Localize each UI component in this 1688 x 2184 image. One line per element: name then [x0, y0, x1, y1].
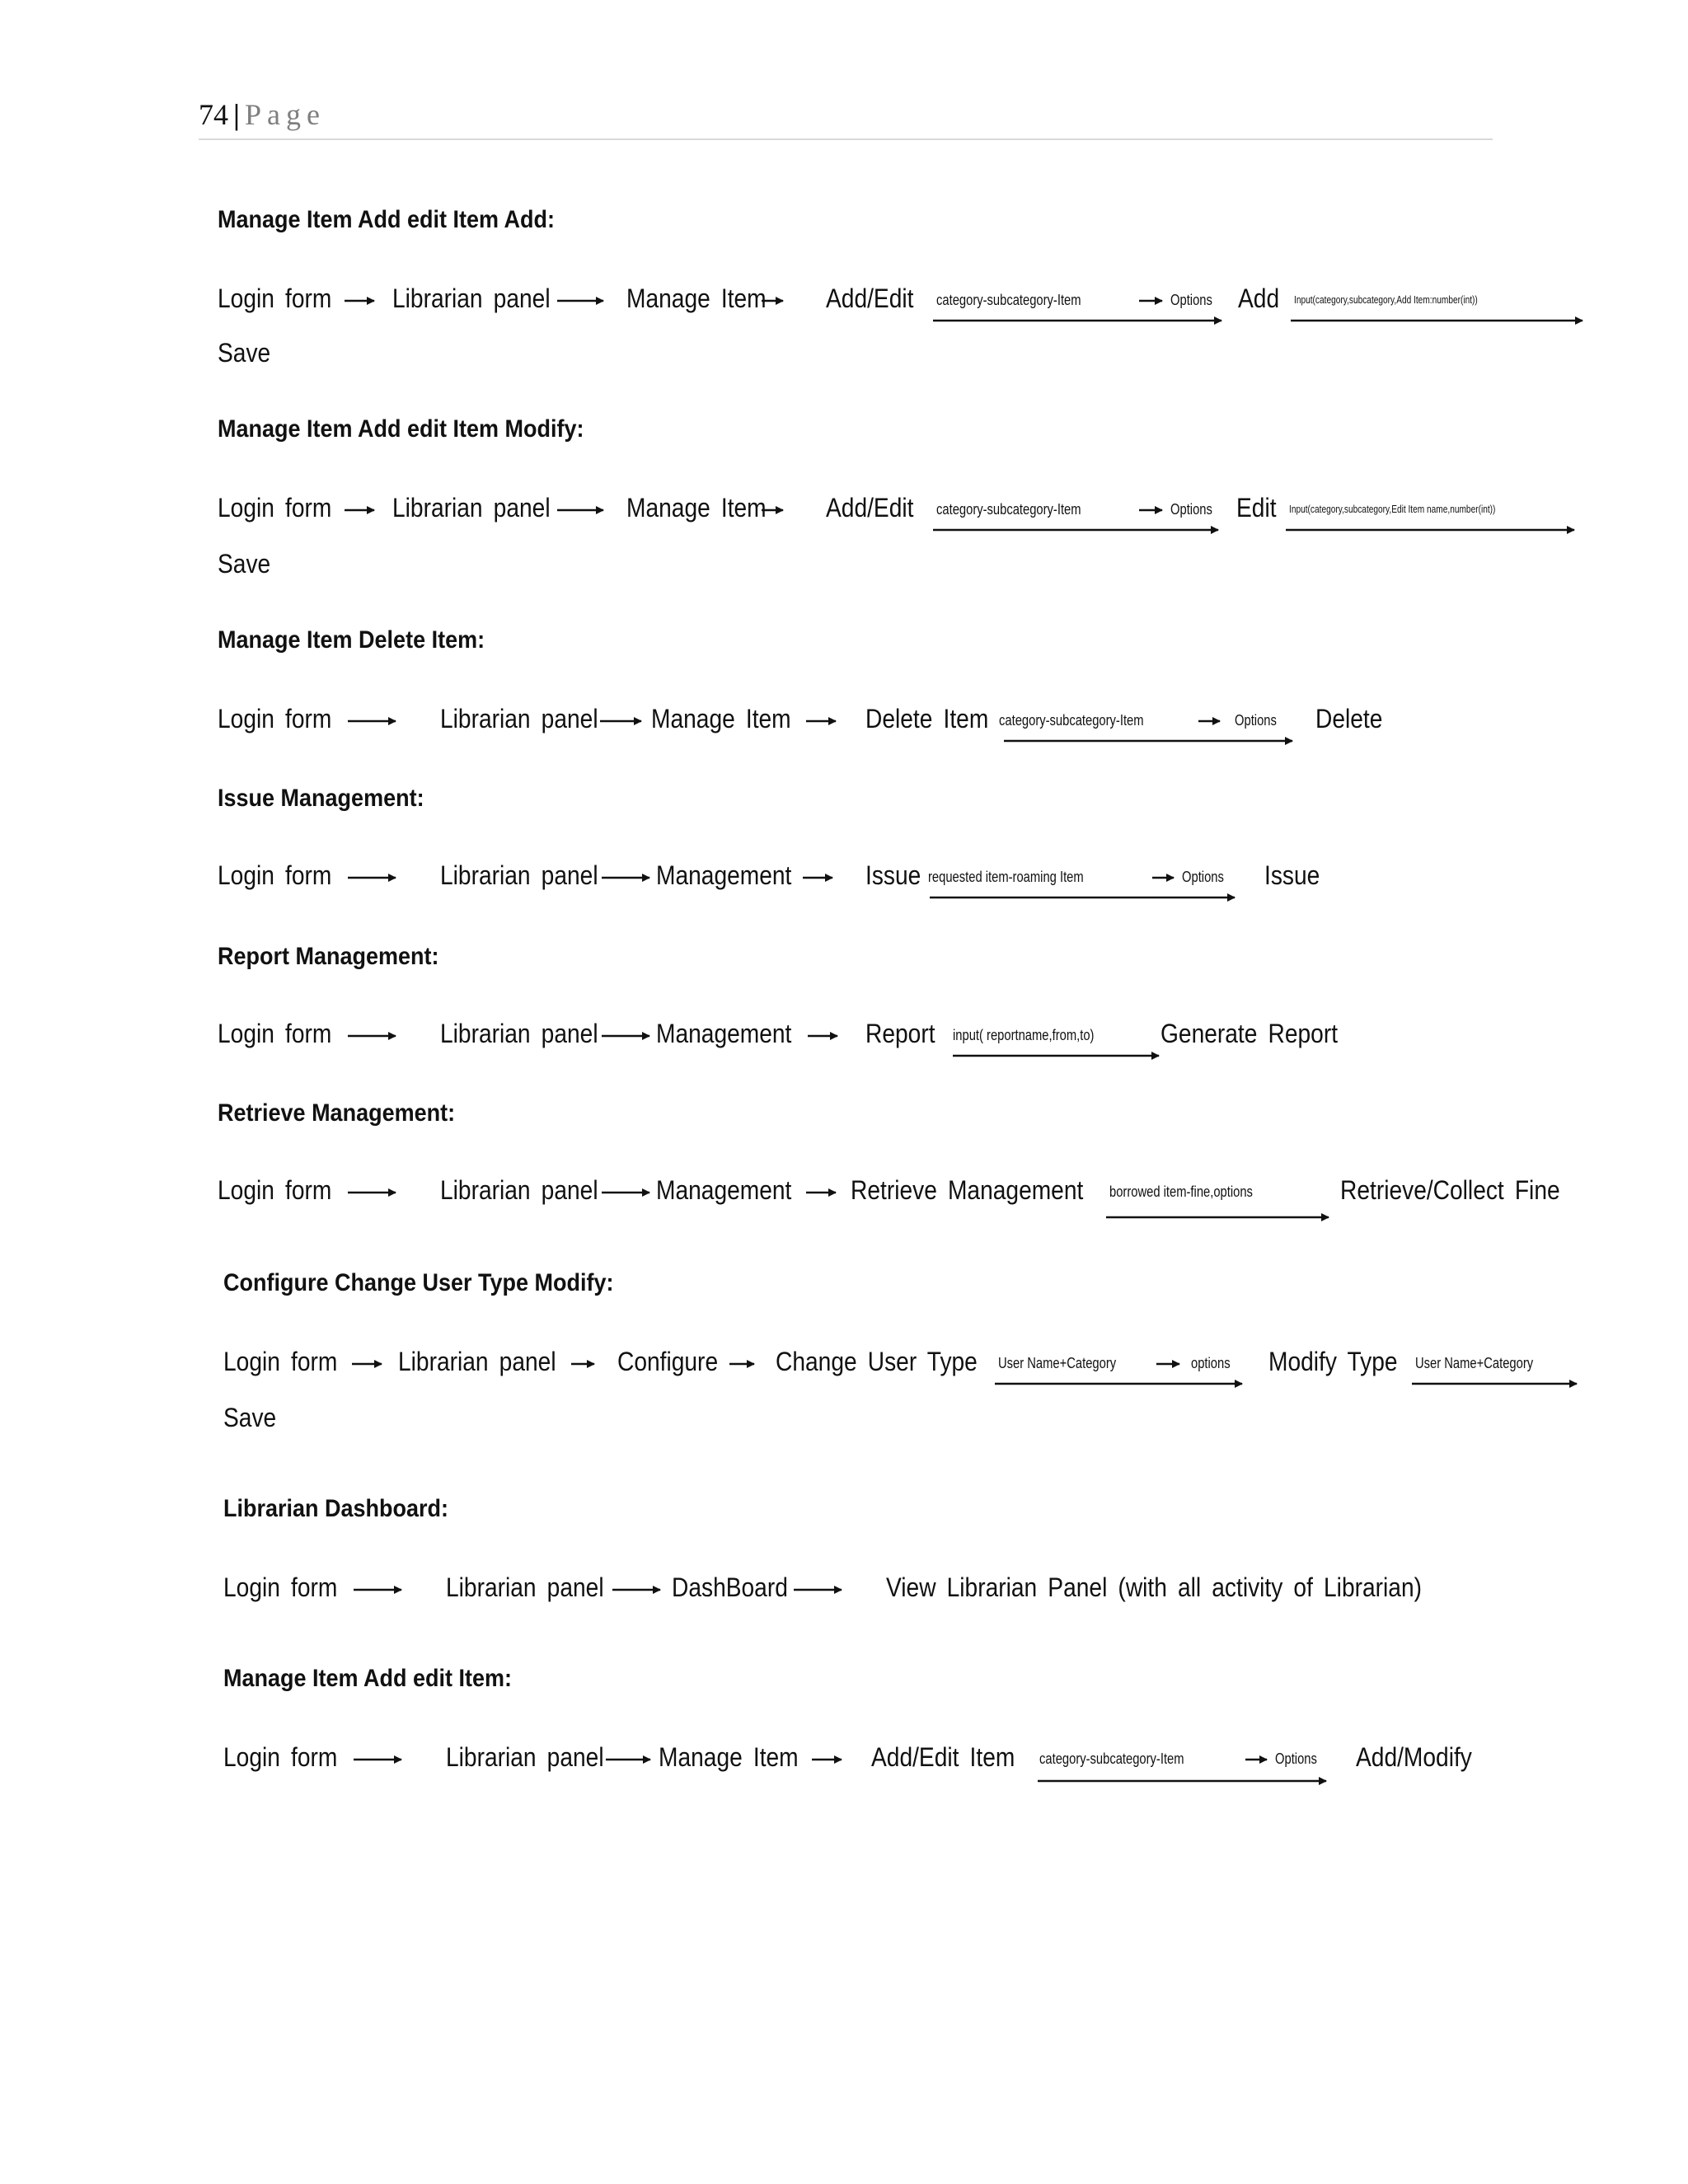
sub-options: options	[1191, 1355, 1231, 1371]
flow-dashboard	[223, 1566, 1625, 1615]
flow-arrow-icon	[611, 1581, 663, 1599]
sub-requested-item: requested item-roaming Item	[928, 869, 1084, 885]
step-generate-report: Generate Report	[1160, 1019, 1339, 1048]
step-add: Add	[1238, 284, 1280, 313]
flow-add-item	[218, 277, 1619, 326]
step-save: Save	[218, 549, 271, 579]
sub-user-name-category: User Name+Category	[998, 1355, 1117, 1371]
flow-arrow-icon	[1244, 1750, 1270, 1769]
step-edit: Edit	[1236, 493, 1277, 523]
flow-arrow-icon	[343, 501, 377, 519]
flow-arrow-icon	[760, 501, 786, 519]
flow-arrow-icon	[1197, 712, 1223, 730]
flow-arrow-icon	[804, 1183, 839, 1202]
page-label: Page	[244, 98, 326, 131]
step-librarian-panel: Librarian panel	[446, 1742, 604, 1772]
step-login-form: Login form	[223, 1347, 338, 1376]
step-management: Management	[656, 860, 792, 890]
flow-change-user-type	[223, 1340, 1625, 1390]
flow-arrow-icon	[352, 1581, 405, 1599]
step-retrieve-management: Retrieve Management	[851, 1175, 1084, 1205]
sub-category-item: category-subcategory-Item	[999, 712, 1144, 729]
flow-arrow-icon	[352, 1750, 405, 1769]
step-retrieve-collect-fine: Retrieve/Collect Fine	[1340, 1175, 1560, 1205]
step-manage-item: Manage Item	[659, 1742, 799, 1772]
section-heading-issue: Issue Management:	[218, 785, 424, 812]
step-save: Save	[223, 1403, 277, 1432]
flow-arrow-icon	[600, 1183, 653, 1202]
flow-arrow-icon	[346, 1183, 399, 1202]
step-management: Management	[656, 1019, 792, 1048]
step-login-form: Login form	[218, 284, 332, 313]
section-heading-report: Report Management:	[218, 943, 439, 970]
flow-issue	[218, 854, 1619, 903]
step-librarian-panel: Librarian panel	[392, 284, 551, 313]
sub-input-report: input( reportname,from,to)	[953, 1027, 1095, 1043]
flow-arrow-icon	[346, 869, 399, 887]
section-heading-retrieve: Retrieve Management:	[218, 1099, 456, 1127]
sub-options: Options	[1170, 292, 1212, 308]
step-management: Management	[656, 1175, 792, 1205]
step-report: Report	[865, 1019, 935, 1048]
underline-arrow-icon	[951, 1048, 1165, 1065]
flow-arrow-icon	[598, 712, 645, 730]
page-header	[199, 97, 1493, 140]
sub-input-edit: Input(category,subcategory,Edit Item name,number(int))	[1289, 503, 1496, 515]
step-issue: Issue	[865, 860, 921, 890]
step-login-form: Login form	[218, 1019, 332, 1048]
flow-arrow-icon	[343, 292, 377, 310]
step-manage-item: Manage Item	[651, 704, 791, 733]
step-librarian-panel: Librarian panel	[398, 1347, 556, 1376]
step-add-edit-item: Add/Edit Item	[871, 1742, 1015, 1772]
flow-arrow-icon	[1137, 501, 1165, 519]
underline-arrow-icon	[993, 1376, 1249, 1393]
underline-arrow-icon	[928, 890, 1241, 907]
underline-arrow-icon	[931, 523, 1225, 539]
flow-arrow-icon	[1137, 292, 1165, 310]
flow-arrow-icon	[600, 869, 653, 887]
sub-category-item: category-subcategory-Item	[1039, 1750, 1184, 1767]
step-librarian-panel: Librarian panel	[392, 493, 551, 523]
flow-retrieve	[218, 1169, 1619, 1218]
flow-arrow-icon	[1155, 1355, 1183, 1373]
flow-arrow-icon	[570, 1355, 598, 1373]
flow-arrow-icon	[604, 1750, 654, 1769]
step-login-form: Login form	[218, 704, 332, 733]
step-librarian-panel: Librarian panel	[440, 1175, 598, 1205]
step-manage-item: Manage Item	[626, 493, 767, 523]
sub-borrowed-item: borrowed item-fine,options	[1109, 1183, 1253, 1200]
step-view-librarian-panel: View Librarian Panel (with all activity of Librarian)	[886, 1572, 1422, 1602]
sub-options: Options	[1235, 712, 1277, 729]
step-manage-item: Manage Item	[626, 284, 767, 313]
flow-arrow-icon	[556, 292, 607, 310]
underline-arrow-icon	[1002, 733, 1299, 750]
section-heading-delete-item: Manage Item Delete Item:	[218, 626, 485, 654]
step-login-form: Login form	[223, 1742, 338, 1772]
section-heading-dashboard: Librarian Dashboard:	[223, 1495, 449, 1522]
sub-options: Options	[1170, 501, 1212, 518]
step-delete: Delete	[1315, 704, 1383, 733]
step-librarian-panel: Librarian panel	[440, 704, 598, 733]
flow-arrow-icon	[556, 501, 607, 519]
underline-arrow-icon	[1284, 523, 1581, 539]
underline-arrow-icon	[931, 313, 1228, 330]
underline-arrow-icon	[1289, 313, 1589, 330]
sub-user-name-category-2: User Name+Category	[1415, 1355, 1534, 1371]
flow-arrow-icon	[792, 1581, 845, 1599]
flow-arrow-icon	[801, 869, 836, 887]
sub-options: Options	[1275, 1750, 1317, 1767]
flow-arrow-icon	[350, 1355, 385, 1373]
step-delete-item: Delete Item	[865, 704, 989, 733]
page-separator: |	[233, 98, 240, 131]
flow-arrow-icon	[346, 1027, 399, 1045]
section-heading-modify-item: Manage Item Add edit Item Modify:	[218, 415, 584, 443]
step-login-form: Login form	[218, 1175, 332, 1205]
step-librarian-panel: Librarian panel	[446, 1572, 604, 1602]
step-issue-final: Issue	[1264, 860, 1320, 890]
underline-arrow-icon	[1410, 1376, 1583, 1393]
flow-arrow-icon	[804, 712, 839, 730]
flow-delete-item	[218, 697, 1619, 747]
flow-arrow-icon	[1151, 869, 1177, 887]
step-save: Save	[218, 338, 271, 368]
sub-options: Options	[1182, 869, 1224, 885]
step-librarian-panel: Librarian panel	[440, 1019, 598, 1048]
step-login-form: Login form	[218, 493, 332, 523]
sub-category-item: category-subcategory-Item	[936, 292, 1081, 308]
flow-add-edit-item	[223, 1736, 1625, 1785]
step-add-edit: Add/Edit	[826, 284, 914, 313]
step-login-form: Login form	[218, 860, 332, 890]
page-number: 74	[199, 98, 228, 131]
flow-arrow-icon	[810, 1750, 845, 1769]
underline-arrow-icon	[1104, 1210, 1335, 1226]
step-login-form: Login form	[223, 1572, 338, 1602]
section-heading-change-user-type: Configure Change User Type Modify:	[223, 1269, 614, 1296]
flow-arrow-icon	[760, 292, 786, 310]
flow-arrow-icon	[346, 712, 399, 730]
step-add-edit: Add/Edit	[826, 493, 914, 523]
sub-category-item: category-subcategory-Item	[936, 501, 1081, 518]
sub-input-add: Input(category,subcategory,Add Item:number(int))	[1294, 293, 1478, 306]
flow-arrow-icon	[728, 1355, 757, 1373]
section-heading-add-edit-item: Manage Item Add edit Item:	[223, 1665, 513, 1692]
step-modify-type: Modify Type	[1268, 1347, 1398, 1376]
step-dashboard: DashBoard	[672, 1572, 788, 1602]
flow-report	[218, 1012, 1619, 1062]
step-librarian-panel: Librarian panel	[440, 860, 598, 890]
underline-arrow-icon	[1036, 1774, 1333, 1790]
step-configure: Configure	[617, 1347, 719, 1376]
flow-arrow-icon	[806, 1027, 841, 1045]
flow-arrow-icon	[600, 1027, 653, 1045]
step-add-modify: Add/Modify	[1356, 1742, 1472, 1772]
step-change-user-type: Change User Type	[776, 1347, 978, 1376]
section-heading-add-item: Manage Item Add edit Item Add:	[218, 206, 556, 233]
flow-modify-item	[218, 486, 1619, 536]
